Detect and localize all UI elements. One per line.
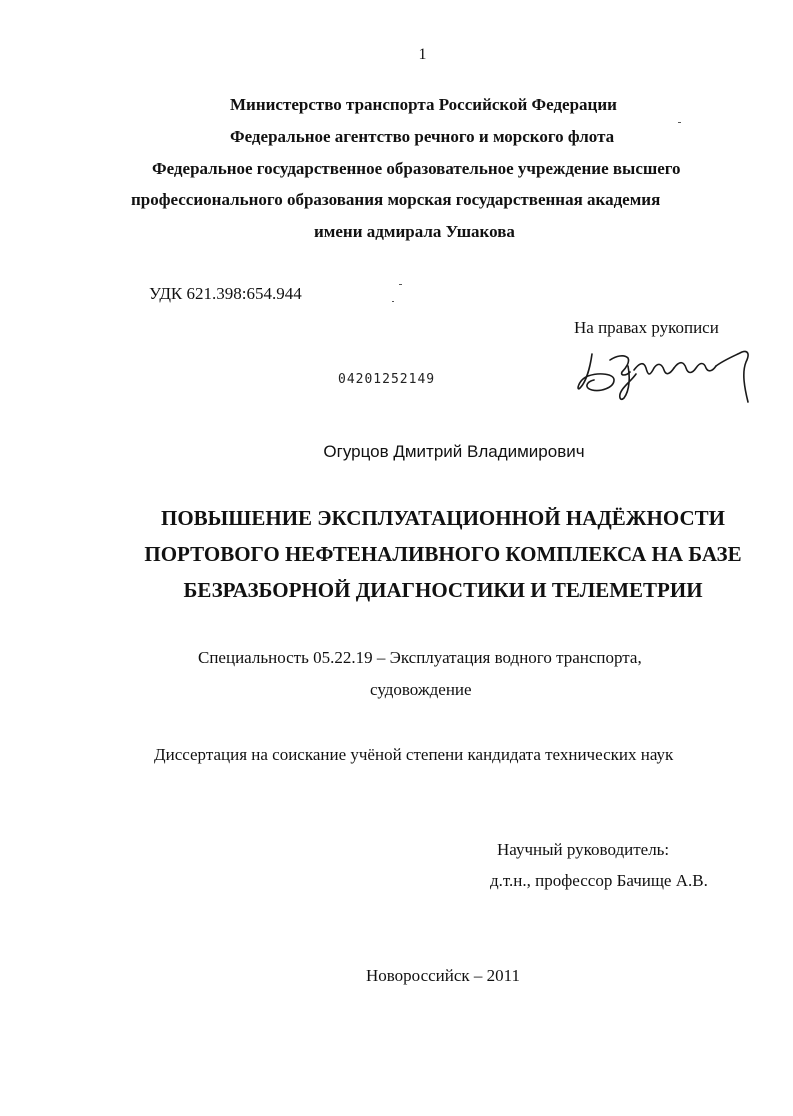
org-institution-line1: Федеральное государственное образовательное учреждение высшего <box>152 159 681 178</box>
page-number: 1 <box>418 46 427 63</box>
org-institution-line2: профессионального образования морская государственная академия <box>131 190 661 209</box>
specialty-line1: Специальность 05.22.19 – Эксплуатация водного транспорта, <box>198 648 642 667</box>
scan-speck <box>392 301 394 302</box>
org-agency: Федеральное агентство речного и морского флота <box>230 127 615 146</box>
dissertation-degree-note: Диссертация на соискание учёной степени кандидата технических наук <box>154 745 674 764</box>
scan-speck <box>399 284 402 285</box>
rights-note: На правах рукописи <box>574 318 719 337</box>
dissertation-title-line1: ПОВЫШЕНИЕ ЭКСПЛУАТАЦИОННОЙ НАДЁЖНОСТИ <box>161 506 725 530</box>
supervisor-label: Научный руководитель: <box>497 840 670 859</box>
org-ministry: Министерство транспорта Российской Федерации <box>230 95 617 114</box>
supervisor-name: д.т.н., профессор Бачище А.В. <box>490 871 708 890</box>
scan-speck <box>678 122 681 123</box>
specialty-line2: судовождение <box>370 680 472 699</box>
udk-code: УДК 621.398:654.944 <box>149 284 302 303</box>
dissertation-title-line3: БЕЗРАЗБОРНОЙ ДИАГНОСТИКИ И ТЕЛЕМЕТРИИ <box>183 578 703 602</box>
author-signature <box>570 340 760 415</box>
author-name: Огурцов Дмитрий Владимирович <box>323 442 585 461</box>
dissertation-title-line2: ПОРТОВОГО НЕФТЕНАЛИВНОГО КОМПЛЕКСА НА БАЗЕ <box>144 542 742 566</box>
registration-number: 04201252149 <box>338 372 436 387</box>
city-year: Новороссийск – 2011 <box>365 966 521 985</box>
org-institution-line3: имени адмирала Ушакова <box>314 222 515 241</box>
